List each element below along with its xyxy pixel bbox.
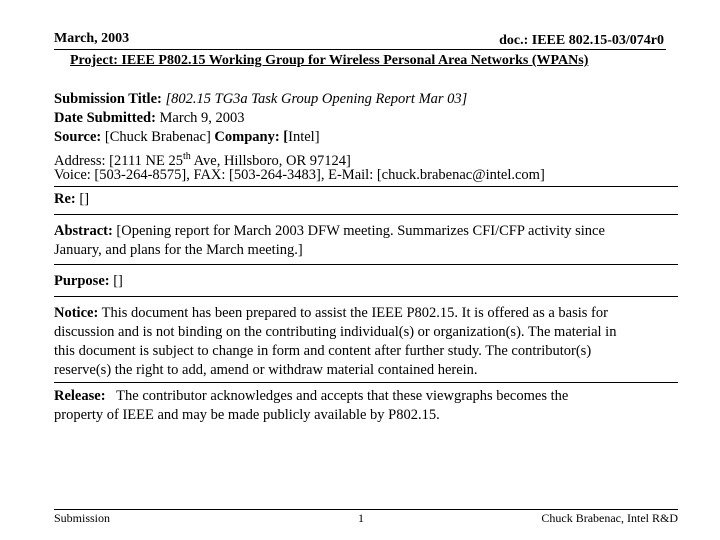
notice-line-1: This document has been prepared to assist the IEEE P802.15. It is offered as a basis for bbox=[101, 305, 608, 321]
submission-title bbox=[54, 90, 467, 109]
submission-title-value: [802.15 TG3a Task Group Opening Report Mar 03] bbox=[165, 91, 468, 107]
header-doc-id: doc.: IEEE 802.15-03/074r0 bbox=[499, 33, 664, 48]
submission-title-label: Submission Title: bbox=[54, 91, 162, 107]
release bbox=[54, 387, 678, 425]
voice-line: Voice: [503-264-8575], FAX: [503-264-3483], E-Mail: [chuck.brabenac@intel.com] bbox=[54, 167, 545, 183]
source-label: Source: bbox=[54, 129, 102, 145]
project-title: Project: IEEE P802.15 Working Group for Wireless Personal Area Networks (WPANs) bbox=[70, 53, 589, 68]
purpose-value: [] bbox=[113, 273, 123, 289]
footer-page-number: 1 bbox=[358, 511, 364, 525]
purpose bbox=[54, 272, 123, 291]
address-prefix: Address: [2111 NE 25 bbox=[54, 152, 184, 169]
company-label: Company: [ bbox=[214, 129, 289, 145]
date-submitted-label: Date Submitted: bbox=[54, 110, 156, 126]
abstract bbox=[54, 222, 678, 260]
abstract-line-1: [Opening report for March 2003 DFW meeting. Summarizes CFI/CFP activity since bbox=[116, 223, 605, 239]
notice bbox=[54, 304, 678, 380]
purpose-label: Purpose: bbox=[54, 273, 110, 289]
header-date: March, 2003 bbox=[54, 31, 130, 46]
header-rule bbox=[54, 49, 666, 50]
divider-5 bbox=[54, 382, 678, 383]
release-label: Release: bbox=[54, 388, 106, 404]
divider-2 bbox=[54, 214, 678, 215]
notice-line-3: this document is subject to change in form and content after further study. The contributor(s) bbox=[54, 343, 592, 359]
footer-rule bbox=[54, 509, 678, 510]
re-value: [] bbox=[79, 191, 90, 207]
divider-1 bbox=[54, 186, 678, 187]
release-line-1: The contributor acknowledges and accepts that these viewgraphs becomes the bbox=[116, 388, 569, 404]
notice-line-2: discussion and is not binding on the contributing individual(s) or organization(s). The material in bbox=[54, 324, 617, 340]
date-submitted bbox=[54, 109, 245, 128]
abstract-line-2: January, and plans for the March meeting.] bbox=[54, 242, 303, 258]
divider-3 bbox=[54, 264, 678, 265]
re-label: Re: bbox=[54, 191, 76, 207]
abstract-label: Abstract: bbox=[54, 223, 113, 239]
notice-line-4: reserve(s) the right to add, amend or withdraw material contained herein. bbox=[54, 362, 478, 378]
source-line bbox=[54, 128, 320, 147]
divider-4 bbox=[54, 296, 678, 297]
date-submitted-value: March 9, 2003 bbox=[159, 110, 245, 126]
address-sup: th bbox=[183, 151, 191, 162]
source-value: [Chuck Brabenac] bbox=[104, 129, 211, 145]
company-value: Intel] bbox=[288, 129, 320, 145]
notice-label: Notice: bbox=[54, 305, 99, 321]
release-line-2: property of IEEE and may be made publicly available by P802.15. bbox=[54, 407, 440, 423]
re-line bbox=[54, 190, 89, 209]
footer-author: Chuck Brabenac, Intel R&D bbox=[541, 511, 678, 525]
footer-submission: Submission bbox=[54, 511, 111, 525]
address-suffix: Ave, Hillsboro, OR 97124] bbox=[190, 152, 351, 169]
